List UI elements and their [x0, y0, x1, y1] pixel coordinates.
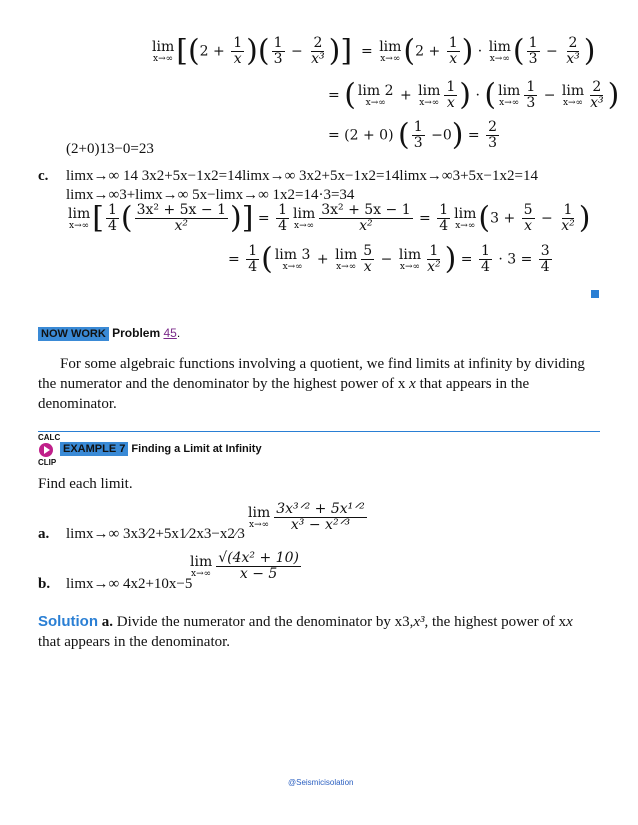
- end-of-example-square-icon: [591, 290, 599, 298]
- part-c-equation-line-2: = $\frac{1}{4}$ ( lim 3 x→∞ + lim x→∞ $\frac{5}{x}$ − lim x→∞ $\frac{1}{\text{x²}}$ ) = $\frac{1}{4}$ · 3 = $\frac{3}{4}$: [228, 241, 550, 277]
- find-each-limit: Find each limit.: [38, 476, 133, 492]
- solution-text-1: Divide the numerator and the denominator by: [113, 614, 395, 630]
- part-a-lim-word: lim: [248, 504, 271, 521]
- limit-equation-line-2: = ( lim 2 x→∞ + lim x→∞ $\frac{1}{x}$ ) · ( lim x→∞ $\frac{1}{3}$ − lim x→∞ $\frac{2}{\text{x³}}$ ): [328, 77, 620, 113]
- solution-x3-alt: x3,: [394, 614, 414, 630]
- part-a-under: x→∞: [249, 519, 270, 530]
- solution-text-3: that appears in the denominator.: [38, 634, 231, 650]
- example-badge: EXAMPLE 7: [60, 442, 128, 456]
- solution-var: x: [566, 614, 573, 630]
- intro-var-alt: x: [397, 376, 406, 392]
- solution-paragraph: [38, 612, 598, 652]
- problem-45-link[interactable]: 45: [163, 326, 177, 340]
- part-b-denominator: x − 5: [239, 566, 278, 582]
- calc-clip-play-icon[interactable]: [39, 443, 53, 457]
- calc-clip-bottom-label: CLIP: [38, 458, 57, 467]
- part-b-numerator: √(4x² + 10): [218, 550, 299, 566]
- part-a-alt: limx→∞ 3x3⁄2+5x1⁄2x3−x2⁄3: [66, 526, 245, 542]
- intro-text-1: For some algebraic functions involving a quotient, we find limits at infinity by dividing the numerator and the denominator by the highest power of: [38, 356, 585, 392]
- part-a-numerator: 3x³ᐟ² + 5x¹ᐟ²: [276, 501, 365, 517]
- section-divider: [38, 431, 600, 432]
- part-a-letter: a.: [38, 526, 50, 542]
- part-c-letter: c.: [38, 168, 49, 184]
- alt-text-step1: (2+0)13−0=23: [66, 141, 154, 157]
- part-a-denominator: x³ − x²ᐟ³: [290, 517, 351, 533]
- part-b-limit: [188, 551, 303, 582]
- now-work-line: [38, 326, 180, 340]
- part-b-lim-word: lim: [190, 553, 213, 570]
- limit-equation-line-3: = (2 + 0) ( $\frac{1}{3}$ −0) = $\frac{2}{3}$: [328, 117, 498, 153]
- now-work-badge: NOW WORK: [38, 327, 109, 341]
- watermark: @Seismicisolation: [288, 778, 354, 787]
- solution-part: a.: [101, 614, 113, 630]
- intro-text-2: that appears in the denominator.: [38, 376, 530, 412]
- solution-text-2: , the highest power of: [424, 614, 559, 630]
- intro-paragraph: [38, 354, 598, 414]
- example-title: Finding a Limit at Infinity: [131, 443, 262, 455]
- now-work-period: .: [176, 326, 181, 340]
- part-a-limit: [246, 502, 369, 533]
- part-c-alt-line-2: limx→∞3+limx→∞ 5x−limx→∞ 1x2=14·3=34: [66, 187, 355, 203]
- part-b-under: x→∞: [191, 568, 212, 579]
- solution-var-alt: x: [558, 614, 567, 630]
- solution-label: Solution: [38, 613, 98, 630]
- part-b-alt: limx→∞ 4x2+10x−5: [66, 576, 193, 592]
- intro-var: x: [409, 376, 416, 392]
- calc-clip-top-label: CALC: [38, 433, 61, 442]
- part-b-letter: b.: [38, 576, 51, 592]
- part-c-alt-line-1: limx→∞ 14 3x2+5x−1x2=14limx→∞ 3x2+5x−1x2=14limx→∞3+5x−1x2=14: [66, 168, 538, 184]
- solution-x3: x³: [413, 614, 425, 630]
- now-work-label: Problem: [112, 326, 161, 340]
- limit-equation-line-1: lim x→∞ [(2 + $\frac{1}{x}$ )( $\frac{1}{3}$ − $\frac{2}{\text{x³}}$ )] = lim x→∞ (2 + $\frac{1}{x}$ ) · lim x→∞ ( $\frac{1}{3}$ − $\frac{2}{\text{x³}}$ ): [152, 33, 596, 69]
- part-c-equation-line-1: lim x→∞ [ $\frac{1}{4}$ ( $\frac{\text{3x² + 5x − 1}}{\text{x²}}$ )] = $\frac{1}{4}$ lim x→∞ $\frac{\text{3x² + 5x − 1}}{\text{x²}}$ = $\frac{1}{4}$ lim x→∞ (3 + $\frac{5}{x}$ − $\frac{1}{\text{x²}}$ ): [68, 200, 591, 236]
- example-heading: [60, 443, 262, 455]
